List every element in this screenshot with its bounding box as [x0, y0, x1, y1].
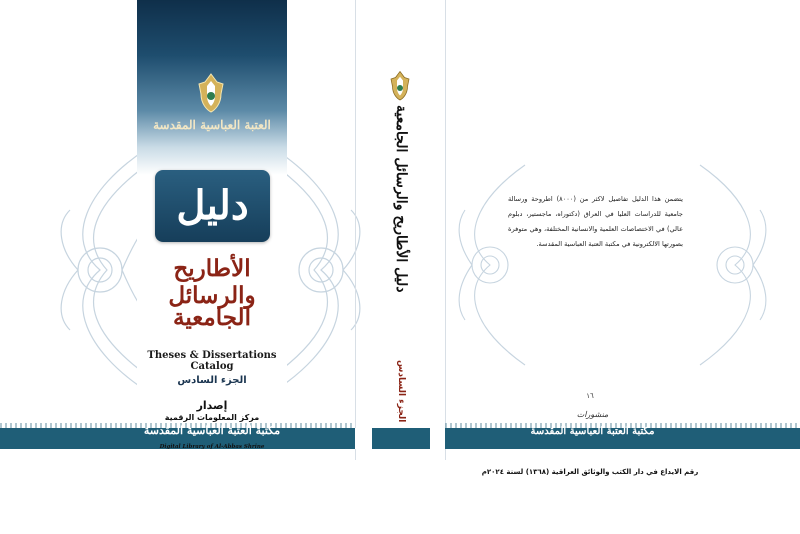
- arabesque-ornament-icon: [450, 150, 530, 380]
- back-blurb: يتضمن هذا الدليل تفاصيل لاكثر من (٨٠٠٠) اطروحة ورسالة جامعية للدراسات العليا في العراق (دكتوراه، ماجستير، دبلوم عالي) في الاختصاصات العلمية والانسانية المختلفة، وهي متوفرة بصورتها الالكترونية في مكتبة العتبة العباسية المقدسة.: [508, 195, 683, 248]
- part-label: الجزء السادس: [177, 375, 247, 386]
- deposit-number-line: رقم الايداع في دار الكتب والوثائق العراقية (١٣٦٨) لسنة ٢٠٢٤م: [481, 468, 699, 476]
- shrine-logo-icon: [195, 72, 227, 114]
- daleel-word: دليل: [176, 182, 249, 229]
- publisher-center: مركز المعلومات الرقمية: [164, 413, 260, 422]
- shrine-title: العتبة العباسية المقدسة: [153, 118, 271, 132]
- back-publisher: مكتبة العتبة العباسية المقدسة: [530, 426, 655, 437]
- spine-fold-left: [355, 0, 356, 460]
- page-count: ١٦: [586, 392, 594, 400]
- main-title-line2: الجامعية: [173, 304, 251, 331]
- spine-part: الجزء السادس: [396, 360, 406, 423]
- issued-by-label: إصدار: [196, 399, 228, 412]
- shrine-logo-icon: [388, 70, 412, 102]
- main-title-line1: الأطاريح والرسائل: [168, 255, 256, 309]
- english-title: Theses & Dissertations Catalog: [147, 350, 277, 372]
- teal-band-spine-inner: [372, 428, 430, 449]
- publisher-english: Digital Library of Al-Abbas Shrine: [159, 444, 265, 450]
- daleel-title-box: [155, 170, 270, 242]
- publisher-library: مكتبة العتبة العباسية المقدسة: [143, 424, 281, 437]
- spine-fold-right: [445, 0, 446, 460]
- spine-title: دليل الأطاريح والرسائل الجامعية: [393, 105, 409, 293]
- back-publisher-small: منشورات: [576, 410, 609, 419]
- arabesque-ornament-icon: [695, 150, 775, 380]
